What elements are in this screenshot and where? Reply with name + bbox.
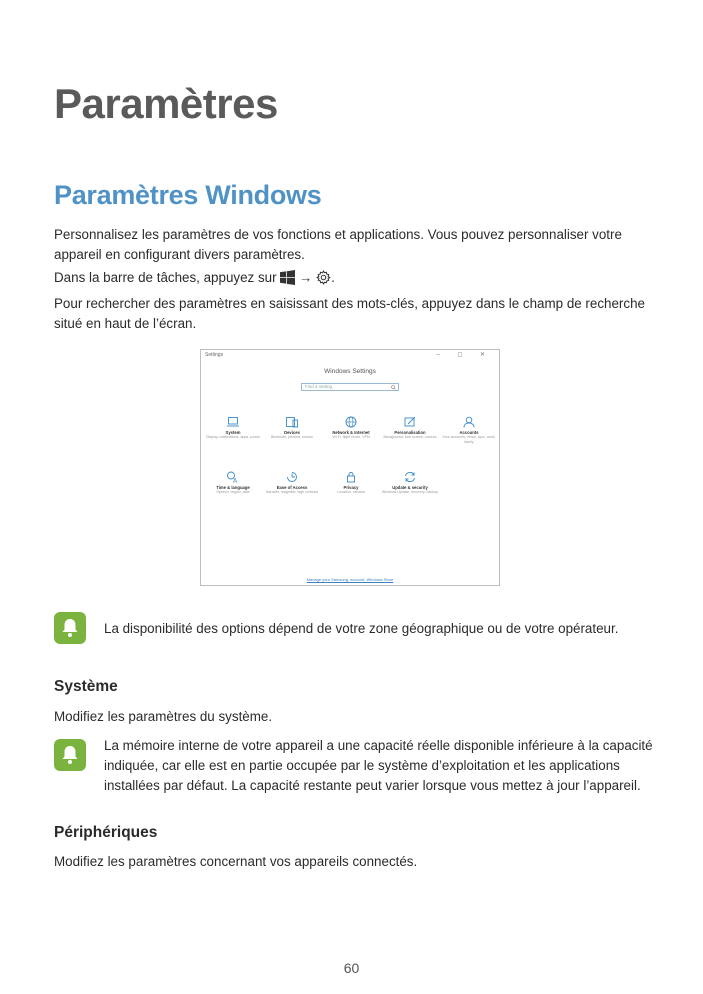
note-availability: La disponibilité des options dépend de votre zone géographique ou de votre opérateur. <box>104 621 619 636</box>
tile-ease-of-access <box>262 471 322 495</box>
tile-sub: Bluetooth, printers, mouse <box>271 435 313 439</box>
tile-devices <box>262 416 322 440</box>
language-icon <box>226 471 240 483</box>
tile-label: Time & language <box>216 485 250 490</box>
tile-sub: Windows Update, recovery, backup <box>381 490 439 494</box>
intro-paragraph: Personnalisez les paramètres de vos fonctions et applications. Vous pouvez personnaliser votre appareil en configurant divers paramètres. <box>54 227 622 262</box>
taskbar-instruction <box>54 268 654 291</box>
timer-icon <box>285 471 299 483</box>
tile-network <box>321 416 381 440</box>
windows-settings-screenshot <box>200 349 500 586</box>
window-label: Settings <box>205 352 224 358</box>
person-icon <box>462 416 476 428</box>
laptop-icon <box>226 416 240 428</box>
page-number: 60 <box>343 960 360 976</box>
tile-update-security <box>380 471 440 495</box>
system-text: Modifiez les paramètres du système. <box>54 709 273 724</box>
search-icon <box>391 385 396 390</box>
settings-heading: Windows Settings <box>324 368 376 375</box>
settings-search-box <box>301 383 399 391</box>
tile-sub: Background, lock screen, colours <box>383 435 437 439</box>
page-title: Paramètres <box>54 80 278 127</box>
tile-sub: Display, notifications, apps, power <box>205 435 261 439</box>
tile-system <box>203 416 263 440</box>
tile-sub: Wi-Fi, flight mode, VPN <box>332 435 370 439</box>
section-title: Paramètres Windows <box>54 180 322 210</box>
peripherals-text: Modifiez les paramètres concernant vos appareils connectés. <box>54 854 418 869</box>
settings-search-placeholder: Find a setting <box>305 384 333 389</box>
tile-sub: Your accounts, email, sync, work, family <box>442 435 496 444</box>
windows-logo-icon <box>280 270 295 291</box>
tile-label: Personalisation <box>394 430 426 435</box>
tile-label: Accounts <box>459 430 479 435</box>
lock-icon <box>344 471 358 483</box>
keyboard-icon <box>285 416 299 428</box>
tile-time-language <box>203 471 263 495</box>
tile-label: System <box>225 430 241 435</box>
window-controls: – ◻ ✕ <box>436 352 493 358</box>
note-memory: La mémoire interne de votre appareil a une capacité réelle disponible inférieure à la capacité indiquée, car elle est en partie occupée par le système d’exploitation et les applications installées par défaut. La capacité restante peut varier lorsque vous mettez à jour l’appareil. <box>104 738 653 793</box>
tile-accounts <box>439 416 499 444</box>
svg-text:A: A <box>233 477 238 483</box>
tile-label: Devices <box>284 430 300 435</box>
tile-sub: Narrator, magnifier, high contrast <box>265 490 319 494</box>
tile-privacy <box>321 471 381 495</box>
paint-brush-icon <box>403 416 417 428</box>
note-bell-icon <box>54 739 86 771</box>
settings-bottom-link: Manage your Samsung, account, Windows Store <box>306 577 394 582</box>
tile-sub: Location, camera <box>337 490 365 494</box>
taskbar-end: . <box>331 270 335 285</box>
tile-personalisation <box>380 416 440 440</box>
taskbar-text: Dans la barre de tâches, appuyez sur <box>54 270 277 285</box>
tile-label: Update & security <box>392 485 428 490</box>
tile-label: Ease of Access <box>276 485 308 490</box>
tile-sub: Speech, region, date <box>216 490 250 494</box>
arrow: → <box>299 270 313 285</box>
note-bell-icon <box>54 612 86 644</box>
search-tip: Pour rechercher des paramètres en saisissant des mots-clés, appuyez dans le champ de recherche situé en haut de l’écran. <box>54 296 645 331</box>
peripherals-heading: Périphériques <box>54 824 158 841</box>
globe-icon <box>344 416 358 428</box>
system-heading: Système <box>54 678 118 695</box>
refresh-icon <box>403 471 417 483</box>
tile-label: Network & Internet <box>332 430 370 435</box>
tile-label: Privacy <box>343 485 359 490</box>
gear-icon <box>316 270 331 291</box>
